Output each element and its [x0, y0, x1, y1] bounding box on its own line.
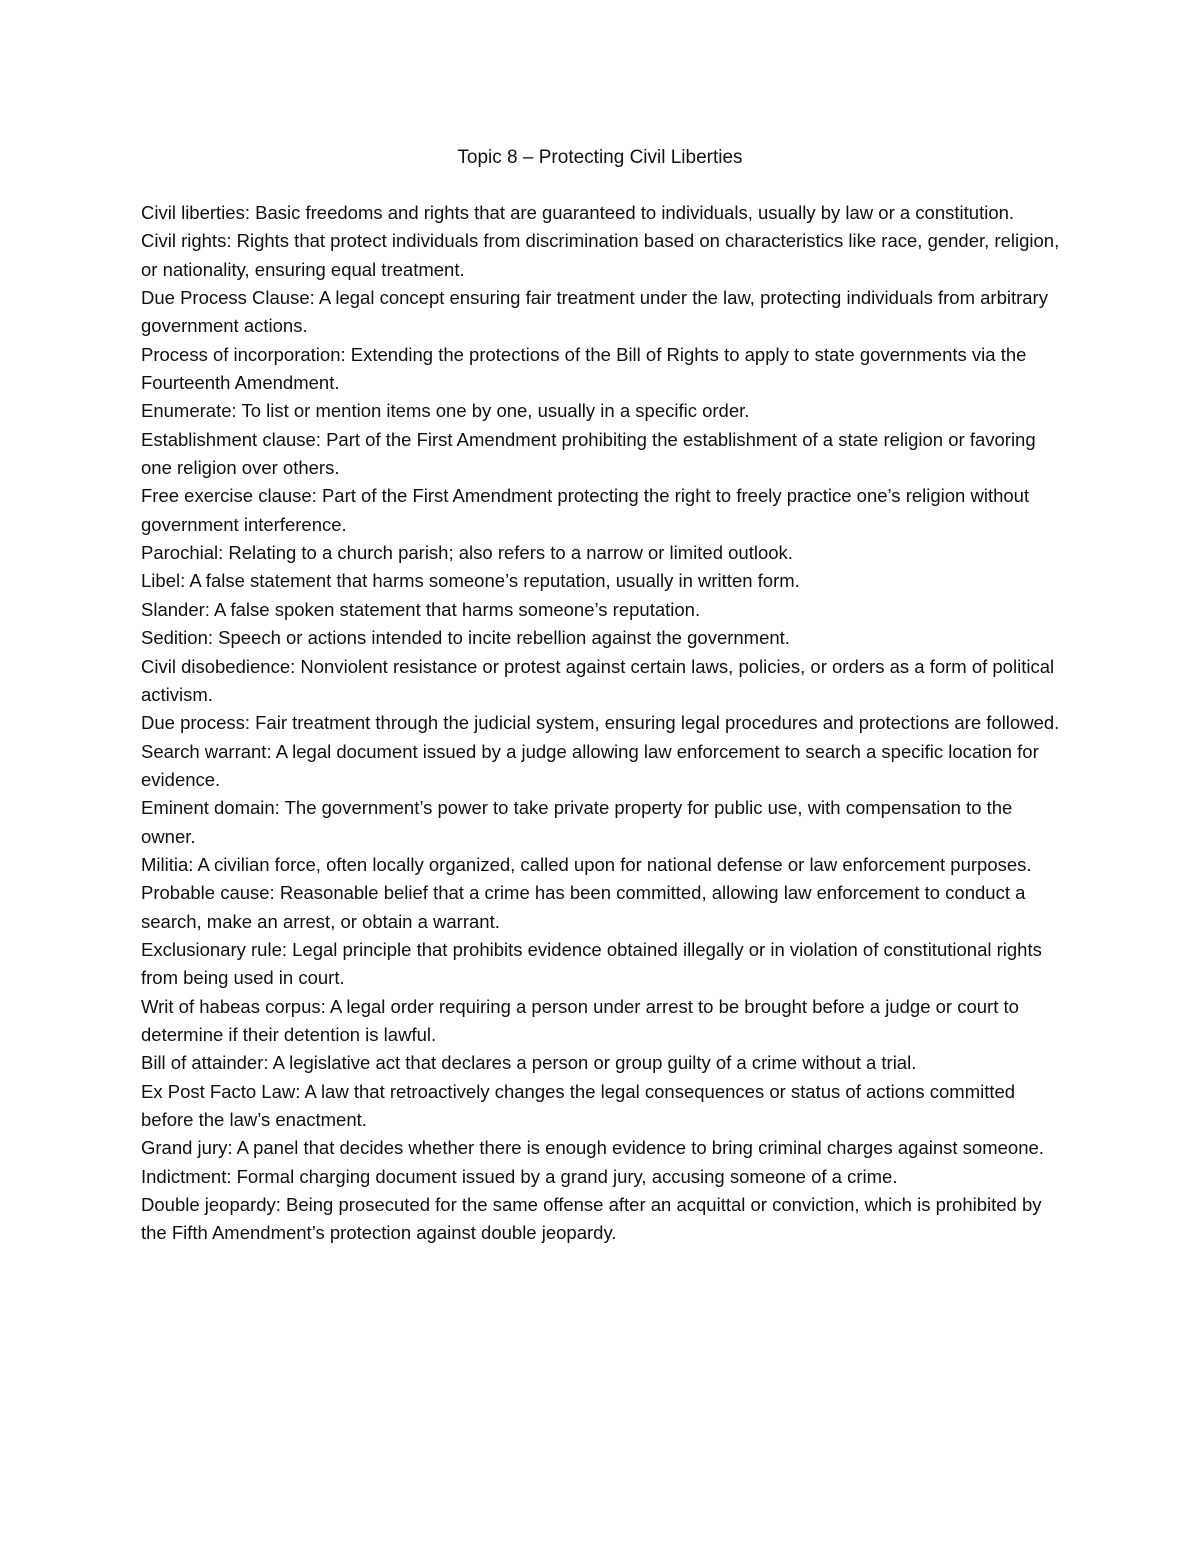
definition-entry: Probable cause: Reasonable belief that a crime has been committed, allowing law enforcement to conduct a search, make an arrest, or obtain a warrant.	[141, 882, 1026, 932]
definition-entry: Due process: Fair treatment through the judicial system, ensuring legal procedures and protections are followed.	[141, 712, 1060, 734]
definition-entry: Exclusionary rule: Legal principle that prohibits evidence obtained illegally or in violation of constitutional rights from being used in court.	[141, 938, 1042, 989]
definition-entry: Writ of habeas corpus: A legal order requiring a person under arrest to be brought before a judge or court to determine if their detention is lawful.	[141, 995, 1019, 1045]
definition-entry: Grand jury: A panel that decides whether there is enough evidence to bring criminal charges against someone.	[141, 1137, 1044, 1159]
definition-entry: Process of incorporation: Extending the protections of the Bill of Rights to apply to state governments via the Fourteenth Amendment.	[141, 343, 1027, 394]
definition-entry: Civil disobedience: Nonviolent resistance or protest against certain laws, policies, or orders as a form of political activism.	[141, 655, 1055, 705]
definition-entry: Search warrant: A legal document issued by a judge allowing law enforcement to search a specific location for evidence.	[141, 740, 1039, 790]
definition-entry: Free exercise clause: Part of the First Amendment protecting the right to freely practice one’s religion without government interference.	[141, 485, 1030, 535]
definition-entry: Bill of attainder: A legislative act that declares a person or group guilty of a crime without a trial.	[141, 1052, 917, 1074]
definition-entry: Sedition: Speech or actions intended to incite rebellion against the government.	[141, 627, 790, 649]
definition-entry: Parochial: Relating to a church parish; also refers to a narrow or limited outlook.	[141, 542, 793, 564]
definition-entry: Slander: A false spoken statement that harms someone’s reputation.	[141, 598, 701, 620]
definition-entry: Double jeopardy: Being prosecuted for the same offense after an acquittal or conviction, which is prohibited by the Fifth Amendment’s protection against double jeopardy.	[141, 1194, 1042, 1244]
definition-entry: Civil liberties: Basic freedoms and rights that are guaranteed to individuals, usually by law or a constitution.	[141, 202, 1015, 223]
definition-entry: Libel: A false statement that harms someone’s reputation, usually in written form.	[141, 570, 800, 592]
definition-entry: Enumerate: To list or mention items one by one, usually in a specific order.	[141, 400, 750, 422]
definition-entry: Civil rights: Rights that protect individuals from discrimination based on characteristics like race, gender, religion, or nationality, ensuring equal treatment.	[141, 230, 1060, 280]
definitions-list	[141, 199, 1066, 1248]
definition-entry: Indictment: Formal charging document issued by a grand jury, accusing someone of a crime.	[141, 1165, 898, 1187]
definition-entry: Militia: A civilian force, often locally organized, called upon for national defense or law enforcement purposes.	[141, 853, 1032, 875]
definition-entry: Ex Post Facto Law: A law that retroactively changes the legal consequences or status of actions committed before the law’s enactment.	[141, 1080, 1016, 1130]
definition-entry: Eminent domain: The government’s power to take private property for public use, with compensation to the owner.	[141, 797, 1013, 847]
page-title: Topic 8 – Protecting Civil Liberties	[457, 147, 743, 168]
definition-entry: Due Process Clause: A legal concept ensuring fair treatment under the law, protecting individuals from arbitrary government actions.	[141, 287, 1048, 337]
definition-entry: Establishment clause: Part of the First Amendment prohibiting the establishment of a state religion or favoring one religion over others.	[141, 428, 1036, 479]
